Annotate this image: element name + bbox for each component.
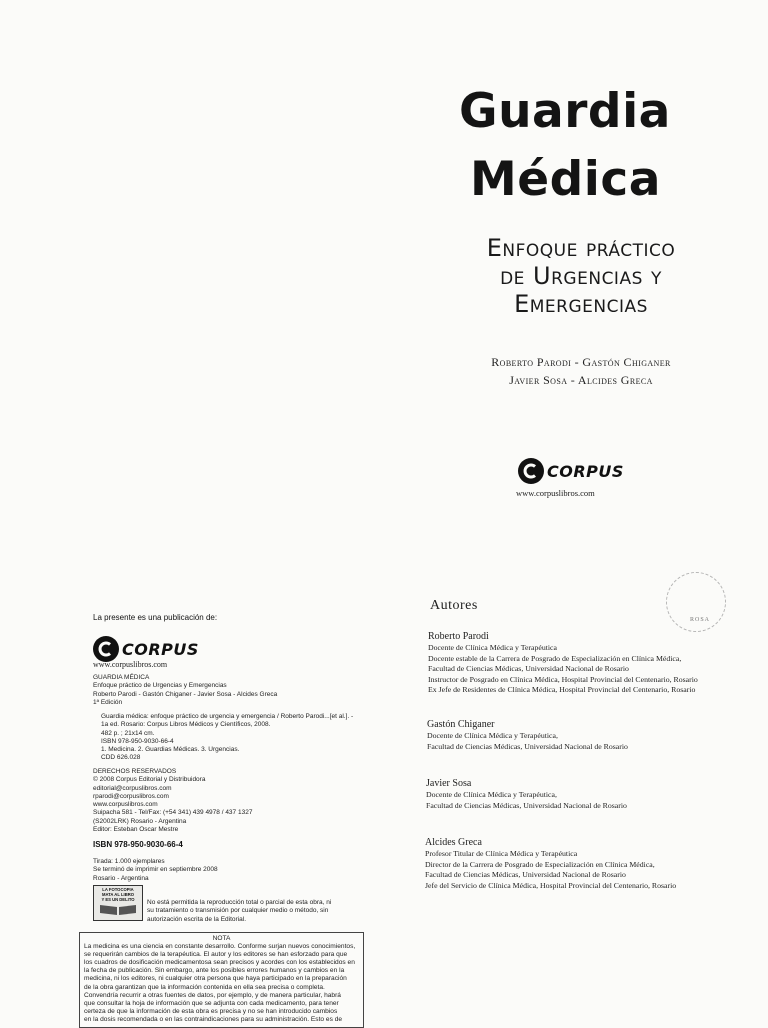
rights-line: Suipacha 581 - Tel/Fax: (+54 341) 439 4978 / 437 1327 [93, 809, 253, 817]
nota-line: la fecha de publicación. Sin embargo, ante los posibles errores humanos y cambios en la [84, 967, 345, 975]
cover-publisher-url: www.corpuslibros.com [516, 488, 595, 498]
print-info-line: Se terminó de imprimir en septiembre 2008 [93, 866, 218, 874]
author-desc-line: Jefe del Servicio de Clínica Médica, Hospital Provincial del Centenario, Rosario [425, 880, 677, 890]
book-info-line: Roberto Parodi - Gastón Chiganer - Javier Sosa - Alcides Greca [93, 690, 278, 698]
imprint-publisher-logo [93, 636, 199, 662]
author-desc-line: Profesor Titular de Clínica Médica y Terapéutica [425, 849, 578, 858]
nota-line: en la dosis recomendada o en las contraindicaciones para su administración. Esto es de [84, 1015, 343, 1023]
corpus-c-icon [518, 458, 544, 484]
copyright-warning [147, 899, 331, 924]
cover-publisher-logo [518, 458, 624, 484]
rights-block [93, 768, 252, 834]
subtitle-line: Enfoque práctico [486, 234, 676, 262]
subtitle-line: de Urgencias y [500, 262, 662, 290]
warning-line: autorización escrita de la Editorial. [147, 915, 246, 923]
catalog-line: 1. Medicina. 2. Guardias Médicas. 3. Urgencias. [101, 746, 240, 754]
author-desc-line: Docente de Clínica Médica y Terapéutica [428, 643, 557, 652]
nota-box [79, 932, 364, 1028]
library-stamp [666, 572, 726, 632]
catalog-line: CDD 626.028 [101, 754, 141, 762]
book-info [93, 674, 277, 707]
print-info-line: Tirada: 1.000 ejemplares [93, 858, 165, 865]
publisher-wordmark: CORPUS [122, 639, 199, 659]
author-name: Javier Sosa [426, 778, 472, 789]
isbn: ISBN 978-950-9030-66-4 [93, 840, 183, 849]
nota-line: medicina, ni los editores, ni cualquier otra persona que haya participado en la preparación [84, 975, 347, 983]
book-title-line-1: Guardia [459, 84, 671, 139]
warning-line: No está permitida la reproducción total o parcial de esta obra, ni [147, 899, 332, 906]
print-info-line: Rosario - Argentina [93, 874, 149, 882]
nota-line: los cuadros de dosificación medicamentosa sean precisos y acordes con los establecidos en [84, 959, 355, 967]
subtitle-line: Emergencias [514, 290, 648, 318]
nota-line: Convendría recurrir a otras fuentes de datos, por ejemplo, y de manera particular, habrá [84, 991, 341, 999]
author-name: Roberto Parodi [428, 631, 489, 642]
imprint-publisher-url: www.corpuslibros.com [93, 660, 168, 669]
book-info-line: GUARDIA MÉDICA [93, 674, 150, 681]
catalog-line: 482 p. ; 21x14 cm. [101, 729, 155, 737]
book-subtitle [400, 236, 762, 316]
author-name: Alcides Greca [425, 837, 482, 848]
rights-line: Editor: Esteban Oscar Mestre [93, 826, 179, 834]
imprint-intro: La presente es una publicación de: [93, 613, 218, 622]
nota-line: se requerirán cambios de la terapéutica. El autor y los editores se han esforzado para que [84, 951, 348, 959]
cover-authors-line-1: Roberto Parodi - Gastón Chiganer [491, 355, 671, 369]
catalog-line: ISBN 978-950-9030-66-4 [101, 737, 174, 745]
rights-line: © 2008 Corpus Editorial y Distribuidora [93, 776, 206, 784]
author-desc-line: Docente de Clínica Médica y Terapéutica, [427, 731, 558, 740]
rights-line: www.corpuslibros.com [93, 801, 158, 809]
catalog-record [101, 713, 353, 763]
nota-line: de la obra garantizan que la información contenida en ella sea precisa o completa. [84, 983, 325, 991]
anti-photocopy-logo [93, 885, 143, 921]
nota-line: que consultar la hoja de información que se adjunta con cada medicamento, para tener [84, 999, 339, 1007]
catalog-line: Guardia médica: enfoque práctico de urgencia y emergencia / Roberto Parodi...[et al.]. - [101, 713, 354, 720]
cover-authors-line-2: Javier Sosa - Alcides Greca [509, 373, 653, 387]
author-desc-line: Facultad de Ciencias Médicas, Universidad Nacional de Rosario [427, 741, 628, 751]
book-info-line: Enfoque práctico de Urgencias y Emergencias [93, 682, 227, 690]
anti-photocopy-logo-text: LA FOTOCOPIA MATA AL LIBRO Y ES UN DELITO [101, 887, 135, 902]
author-entry [428, 630, 698, 696]
author-desc-line: Director de la Carrera de Posgrado de Especialización en Clínica Médica, [425, 859, 655, 869]
stamp-text: ROSA [690, 617, 711, 623]
print-info [93, 858, 218, 883]
corpus-c-icon [93, 636, 119, 662]
author-desc-line: Facultad de Ciencias Médicas, Universidad Nacional de Rosario [428, 664, 629, 674]
book-icon [94, 902, 142, 916]
rights-line: rparodi@corpuslibros.com [93, 792, 169, 800]
rights-line: (S2002LRK) Rosario - Argentina [93, 817, 187, 825]
author-desc-line: Instructor de Posgrado en Clínica Médica, Hospital Provincial del Centenario, Rosario [428, 674, 698, 684]
author-entry [426, 777, 627, 811]
rights-line: DERECHOS RESERVADOS [93, 768, 177, 775]
publisher-wordmark: CORPUS [547, 461, 624, 481]
author-desc-line: Facultad de Ciencias Médicas, Universidad Nacional de Rosario [425, 870, 626, 880]
author-desc-line: Ex Jefe de Residentes de Clínica Médica, Hospital Provincial del Centenario, Rosario [428, 685, 696, 695]
nota-line: La medicina es una ciencia en constante desarrollo. Conforme surjan nuevos conocimientos, [84, 943, 356, 951]
nota-title: NOTA [212, 935, 231, 942]
book-info-line: 1ª Edición [93, 698, 123, 706]
author-entry [427, 718, 628, 752]
nota-line: certeza de que la información de esta obra es precisa y no se han introducido cambios [84, 1007, 338, 1015]
author-desc-line: Facultad de Ciencias Médicas, Universidad Nacional de Rosario [426, 800, 627, 810]
rights-line: editorial@corpuslibros.com [93, 784, 172, 792]
warning-line: su tratamiento o transmisión por cualquier medio o método, sin [147, 907, 329, 915]
autores-heading: Autores [430, 598, 478, 613]
author-name: Gastón Chiganer [427, 719, 495, 730]
author-desc-line: Docente estable de la Carrera de Posgrado de Especialización en Clínica Médica, [428, 653, 682, 663]
book-title-line-2: Médica [470, 152, 661, 207]
author-entry [425, 836, 676, 891]
author-desc-line: Docente de Clínica Médica y Terapéutica, [426, 790, 557, 799]
catalog-line: 1a ed. Rosario: Corpus Libros Médicos y Científicos, 2008. [101, 721, 271, 729]
